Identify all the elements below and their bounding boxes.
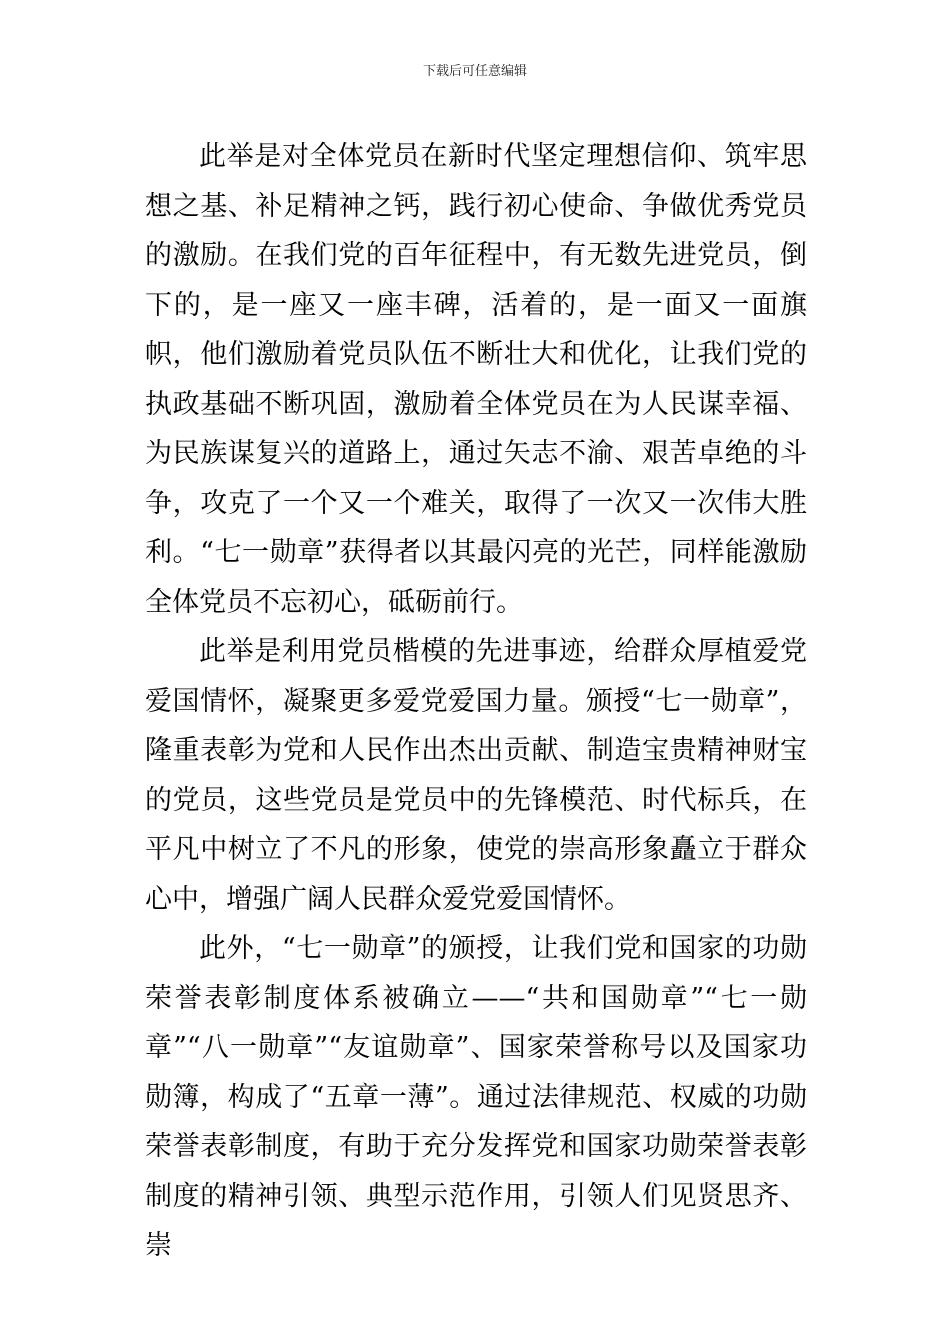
paragraph-2: 此举是利用党员楷模的先进事迹，给群众厚植爱党爱国情怀，凝聚更多爱党爱国力量。颁授“七一勋章”，隆重表彰为党和人民作出杰出贡献、制造宝贵精神财宝的党员，这些党员是党员中的先锋模范、时代标兵，在平凡中树立了不凡的形象，使党的崇高形象矗立于群众心中，增强广阔人民群众爱党爱国情怀。	[145, 636, 807, 915]
document-body	[145, 132, 807, 1271]
paragraph-3: 此外，“七一勋章”的颁授，让我们党和国家的功勋荣誉表彰制度体系被确立——“共和国勋章”“七一勋章”“八一勋章”“友谊勋章”、国家荣誉称号以及国家功勋簿，构成了“五章一薄”。通过法律规范、权威的功勋荣誉表彰制度，有助于充分发挥党和国家功勋荣誉表彰制度的精神引领、典型示范作用，引领人们见贤思齐、崇	[145, 933, 807, 1261]
paragraph-1: 此举是对全体党员在新时代坚定理想信仰、筑牢思想之基、补足精神之钙，践行初心使命、争做优秀党员的激励。在我们党的百年征程中，有无数先进党员，倒下的，是一座又一座丰碑，活着的，是一面又一面旗帜，他们激励着党员队伍不断壮大和优化，让我们党的执政基础不断巩固，激励着全体党员在为人民谋幸福、为民族谋复兴的道路上，通过矢志不渝、艰苦卓绝的斗争，攻克了一个又一个难关，取得了一次又一次伟大胜利。“七一勋章”获得者以其最闪亮的光芒，同样能激励全体党员不忘初心，砥砺前行。	[145, 141, 807, 618]
header-note: 下载后可任意编辑	[422, 64, 527, 79]
